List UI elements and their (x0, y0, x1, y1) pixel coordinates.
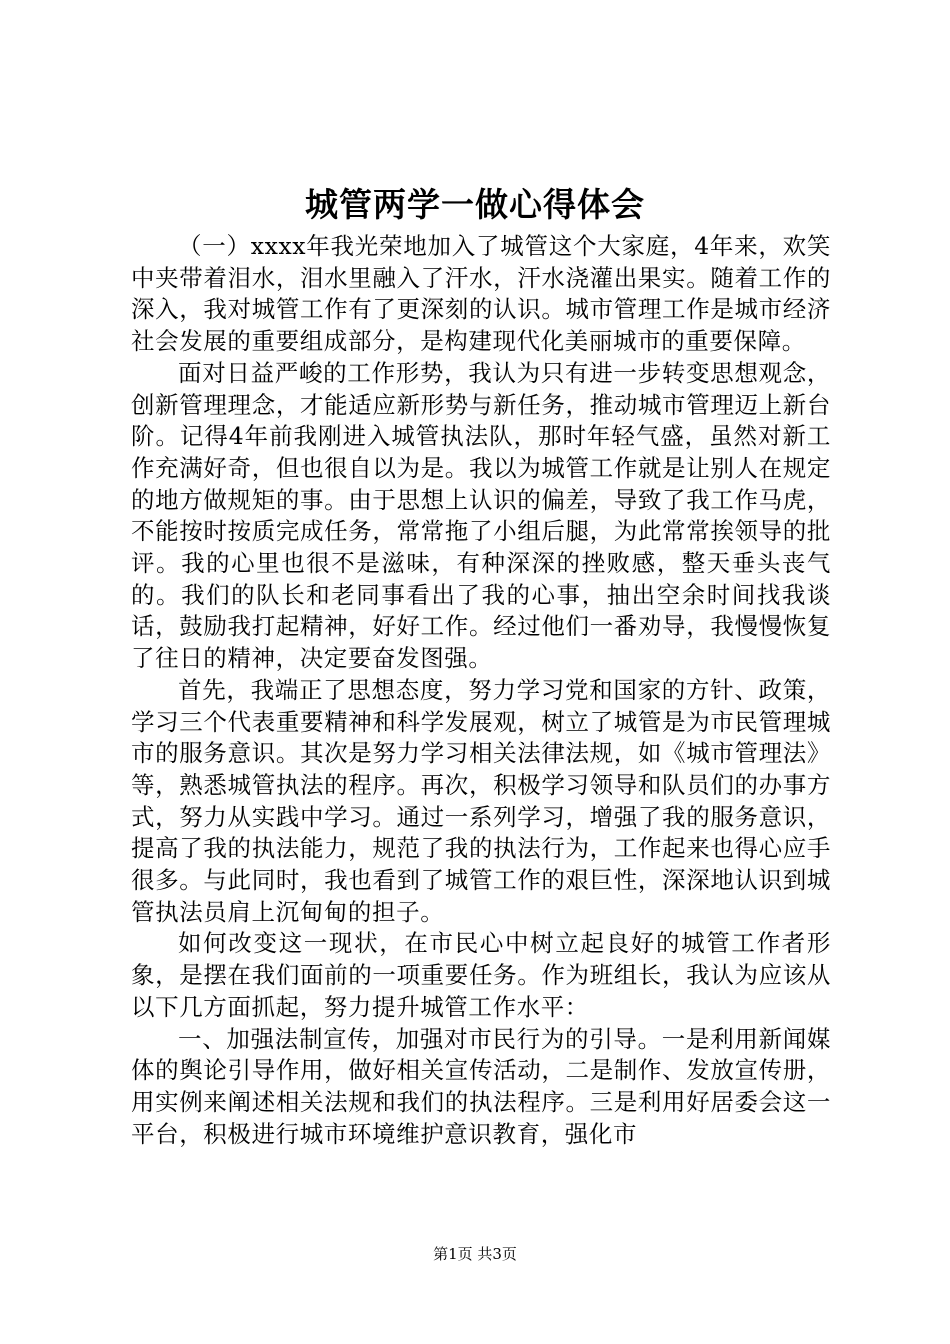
page-number-footer: 第1页 共3页 (433, 1245, 517, 1263)
paragraph-5: 一、加强法制宣传，加强对市民行为的引导。一是利用新闻媒体的舆论引导作用，做好相关宣传活动，二是制作、发放宣传册，用实例来阐述相关法规和我们的执法程序。三是利用好居委会这一平台，积极进行城市环境维护意识教育，强化市 (131, 1024, 831, 1148)
paragraph-3: 首先，我端正了思想态度，努力学习党和国家的方针、政策，学习三个代表重要精神和科学发展观，树立了城管是为市民管理城市的服务意识。其次是努力学习相关法律法规，如《城市管理法》等，熟悉城管执法的程序。再次，积极学习领导和队员们的办事方式，努力从实践中学习。通过一系列学习，增强了我的服务意识，提高了我的执法能力，规范了我的执法行为，工作起来也得心应手很多。与此同时，我也看到了城管工作的艰巨性，深深地认识到城管执法员肩上沉甸甸的担子。 (131, 675, 831, 926)
paragraph-1: （一）xxxx年我光荣地加入了城管这个大家庭，4年来，欢笑中夹带着泪水，泪水里融入了汗水，汗水浇灌出果实。随着工作的深入，我对城管工作有了更深刻的认识。城市管理工作是城市经济社会发展的重要组成部分，是构建现代化美丽城市的重要保障。 (131, 232, 831, 356)
document-body (131, 231, 831, 1150)
document-title: 城管两学一做心得体会 (305, 185, 645, 224)
paragraph-2: 面对日益严峻的工作形势，我认为只有进一步转变思想观念，创新管理理念，才能适应新形势与新任务，推动城市管理迈上新台阶。记得4年前我刚进入城管执法队，那时年轻气盛，虽然对新工作充满好奇，但也很自以为是。我以为城管工作就是让别人在规定的地方做规矩的事。由于思想上认识的偏差，导致了我工作马虎，不能按时按质完成任务，常常拖了小组后腿，为此常常挨领导的批评。我的心里也很不是滋味，有种深深的挫败感，整天垂头丧气的。我们的队长和老同事看出了我的心事，抽出空余时间找我谈话，鼓励我打起精神，好好工作。经过他们一番劝导，我慢慢恢复了往日的精神，决定要奋发图强。 (131, 358, 831, 673)
paragraph-4: 如何改变这一现状，在市民心中树立起良好的城管工作者形象，是摆在我们面前的一项重要任务。作为班组长，我认为应该从以下几方面抓起，努力提升城管工作水平： (131, 929, 831, 1021)
